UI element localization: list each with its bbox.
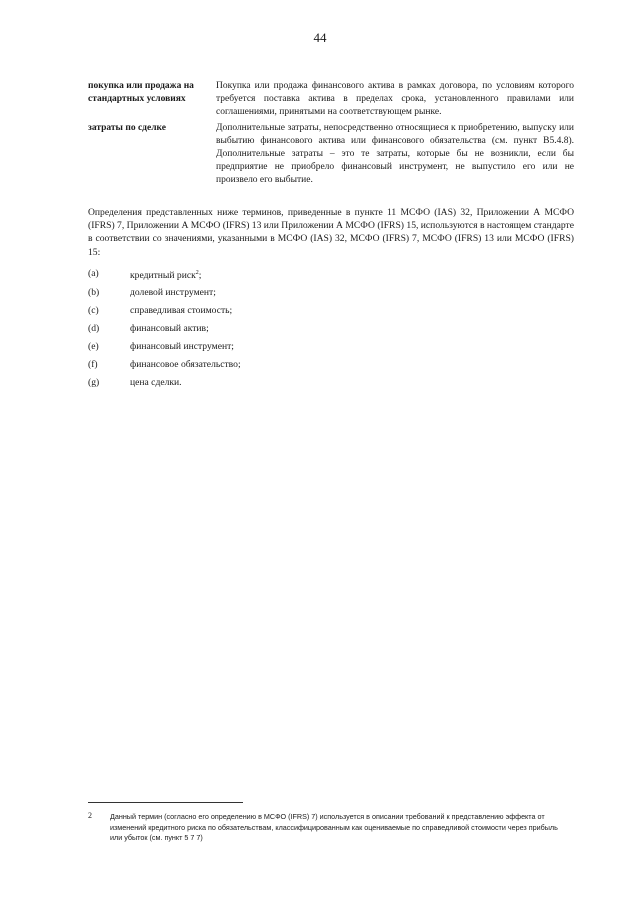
list-letter: (d) [88, 323, 100, 334]
footnote-text: Данный термин (согласно его определению в МСФО (IFRS) 7) используется в описании требований к представлению эффекта от изменений кредитного риска по обязательствам, классифицированным как оцениваемые по справедливой стоимости через прибыль или убыток (см. пункт 5 7 7) [110, 812, 558, 842]
list-text: финансовое обязательство; [130, 359, 241, 370]
definition-term: покупка или продажа на стандартных условиях [88, 81, 194, 104]
list-text: финансовый актив; [130, 323, 209, 334]
list-letter: (g) [88, 377, 100, 388]
definition-text: Покупка или продажа финансового актива в рамках договора, по условиям которого требуется поставка актива в пределах срока, установленного правилами или соглашениями, принятыми на соответствующем рынке. [216, 81, 574, 117]
list-letter: (c) [88, 305, 99, 316]
definition-text: Дополнительные затраты, непосредственно относящиеся к приобретению, выпуску или выбытию финансового актива или финансового обязательства (см. пункт B5.4.8). Дополнительные затраты – это те затраты, которые бы не возникли, если бы предприятие не приобрело финансовый инструмент, не выпустило его или не произвело его выбытие. [216, 123, 574, 185]
intro-paragraph: Определения представленных ниже терминов, приведенные в пункте 11 МСФО (IAS) 32, Приложении А МСФО (IFRS) 7, Приложении А МСФО (IFRS) 13 или Приложении А МСФО (IFRS) 15, используются в настоящем стандарте в соответствии со значениями, указанными в МСФО (IAS) 32, МСФО (IFRS) 7, МСФО (IFRS) 13 или МСФО (IFRS) 15: [88, 207, 574, 258]
list-text: долевой инструмент; [130, 287, 216, 298]
list-text: финансовый инструмент; [130, 341, 234, 352]
list-letter: (f) [88, 359, 98, 370]
list-letter: (e) [88, 341, 99, 352]
list-text: цена сделки. [130, 377, 182, 388]
list-text: кредитный риск$^2$; [130, 270, 202, 282]
list-letter: (b) [88, 287, 100, 298]
list-text: справедливая стоимость; [130, 305, 233, 316]
footnote-mark: 2 [88, 811, 92, 820]
list-letter: (a) [88, 268, 99, 279]
footnote-separator [88, 802, 243, 803]
page-number: 44 [313, 30, 327, 45]
definition-term: затраты по сделке [88, 123, 166, 133]
footnote-reference: 2 [195, 270, 199, 276]
